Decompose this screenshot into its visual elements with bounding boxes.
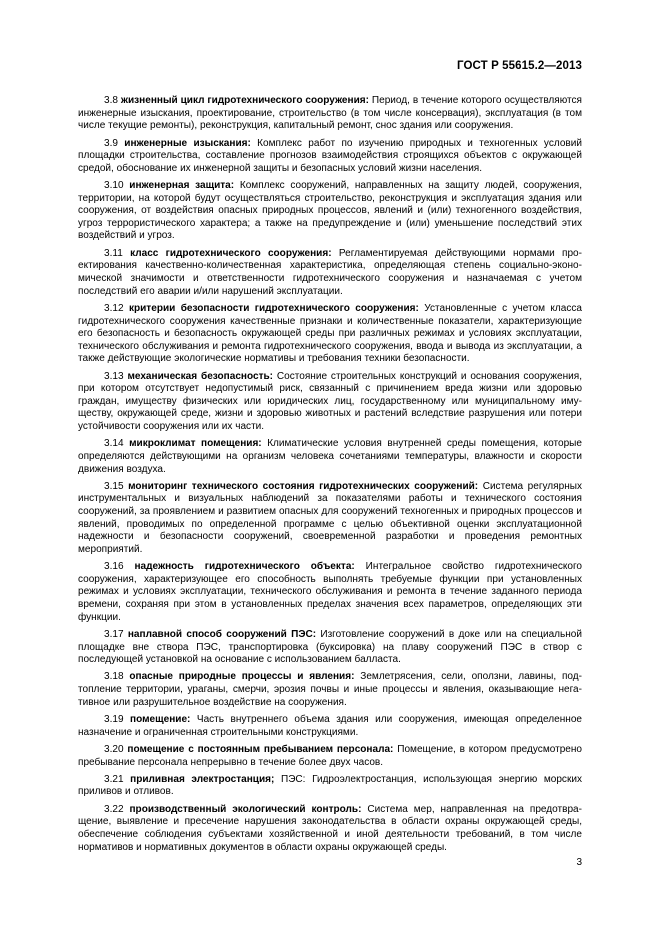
clause-number: 3.21 <box>104 773 124 785</box>
clause-number: 3.10 <box>104 180 124 192</box>
clause-number: 3.17 <box>104 628 124 640</box>
clause-number: 3.15 <box>104 480 124 492</box>
definition-entry <box>78 671 582 709</box>
definition-entry <box>78 303 582 366</box>
clause-number: 3.11 <box>104 247 123 259</box>
definition-text: Часть внутреннего объема здания или сооружения, имеющая определенное назначение и ограниченная строительными конструкциями. <box>78 713 583 738</box>
definition-text: Интегральное свойство гидротехнического сооружения, характеризующее его способность выполнять требуемые функции при установленных режимах и условиях эксплуатации, технического обслуживания и ремонта в течение заданного периода времени, сохраняя при этом в установленных пределах значения всех параметров, определяющих эти функции. <box>78 561 582 623</box>
definition-entry <box>78 744 582 769</box>
clause-number: 3.18 <box>104 671 124 683</box>
definition-text: Климатические условия внутренней среды помещения, которые определяются действующими на организм человека сочетаниями температуры, влажности и скорости движения воздуха. <box>78 438 582 475</box>
definition-text: Комплекс сооружений, направленных на защиту людей, сооружения, территории, на которой будут осуществляться строительство, реконструкция и эксплуатация здания или сооружения, от воздействия опасных природных процессов, явлений и (или) техногенного воздействия, угроз террористического характера; а также на предупреждение и (или) уменьшение последствий этих воздействий и угроз. <box>78 180 583 242</box>
definition-text: Помещение, в котором предусмотрено пребывание персонала непрерывно в течение более двух часов. <box>78 743 583 768</box>
defined-term: инженерная защита: <box>129 180 235 192</box>
clause-number: 3.22 <box>104 803 124 815</box>
definition-entry <box>78 95 582 133</box>
definition-text: ПЭС: Гидроэлектростанция, использующая энергию морских приливов и отливов. <box>78 773 582 798</box>
definition-entry <box>78 714 582 739</box>
definition-text: Изготовление сооружений в доке или на специальной площадке вне створа ПЭС, транспортировка (буксировка) на плаву сооружений ПЭС в створ с последующей установкой на основание с использованием балласта. <box>78 628 583 666</box>
definition-text: Регламентируемая действующими нормами проектирования качественно-количественная характеристика, определяющая степень социально-экономической значимости и ответственности гидротехнического сооружения и назначаемая с учетом последствий его аварии и/или нарушений эксплуатации. <box>78 247 582 297</box>
definitions-section <box>78 95 582 859</box>
defined-term: помещение: <box>130 713 191 725</box>
defined-term: инженерные изыскания: <box>124 137 251 149</box>
definition-text: Период, в течение которого осуществляются инженерные изыскания, проектирование, строительство (в том числе консервация), эксплуатация (в том числе текущие ремонты), реконструкция, капитальный ремонт, снос здания или сооружения. <box>78 95 583 132</box>
clause-number: 3.9 <box>104 137 118 149</box>
defined-term: мониторинг технического состояния гидротехнических сооружений: <box>128 480 479 492</box>
clause-number: 3.8 <box>104 95 118 106</box>
page-number: 3 <box>576 857 582 868</box>
definition-text: Комплекс работ по изучению природных и техногенных условий площадки строительства, составление прогнозов взаимодействия строящихся объектов с окружающей средой, обоснование их инженерной защиты и безопасных условий жизни населения. <box>78 137 582 174</box>
definition-entry <box>78 180 582 243</box>
defined-term: помещение с постоянным пребыванием персонала: <box>127 743 394 755</box>
defined-term: жизненный цикл гидротехнического сооружения: <box>120 95 369 106</box>
clause-number: 3.12 <box>104 302 124 314</box>
defined-term: надежность гидротехнического объекта: <box>134 561 355 573</box>
clause-number: 3.14 <box>104 438 124 450</box>
standard-designation: ГОСТ Р 55615.2—2013 <box>457 60 582 72</box>
definition-entry <box>78 138 582 176</box>
definition-entry <box>78 438 582 476</box>
defined-term: наплавной способ сооружений ПЭС: <box>127 628 317 640</box>
clause-number: 3.20 <box>104 743 124 755</box>
definition-entry <box>78 371 582 434</box>
definition-entry <box>78 629 582 667</box>
defined-term: механическая безопасность: <box>127 370 274 382</box>
defined-term: опасные природные процессы и явления: <box>129 671 355 683</box>
defined-term: приливная электростанция; <box>130 773 275 785</box>
definition-text: Система регулярных инструментальных и визуальных наблюдений за показателями работы и технического состояния сооружений, за проявлением и развитием опасных для сооружений техногенных и природных процессов и явлений, проводимых по определенной программе с целью объективной оценки эксплуатационной надежности и безопасности сооружений, своевременной разработки и проведения ремонтных мероприятий. <box>78 480 582 555</box>
clause-number: 3.13 <box>104 370 124 382</box>
definition-entry <box>78 561 582 624</box>
defined-term: производственный экологический контроль: <box>129 803 362 815</box>
definition-text: Состояние строительных конструкций и основания сооружения, при котором отсутствует недопустимый риск, связанный с причинением вреда жизни или здоровью граждан, имуществу физических или юридических лиц, государственному или муниципальному имуществу, окружающей среде, жизни и здоровью животных и растений вследствие разрушения или потери устойчивости сооружения или их части. <box>78 370 583 432</box>
definition-entry <box>78 481 582 557</box>
definition-text: Установленные с учетом класса гидротехнического сооружения качественные признаки и количественные показатели, характеризующие его безопасность и безопасность окружающей среды при различных режимах и условиях эксплуатации, технического обслуживания и ремонта гидротехнического сооружения, ввода и вывода из эксплуатации, а также действующие экологические нормативы и требования техники безопасности. <box>78 302 582 365</box>
defined-term: микроклимат помещения: <box>129 438 262 450</box>
definition-entry <box>78 804 582 854</box>
document-header <box>457 60 582 72</box>
defined-term: критерии безопасности гидротехнического сооружения: <box>128 302 419 314</box>
clause-number: 3.16 <box>104 561 124 573</box>
defined-term: класс гидротехнического сооружения: <box>130 247 332 259</box>
definition-text: Система мер, направленная на предотвращение, выявление и пресечение нарушения законодательства в области охраны окружающей среды, обеспечение соблюдения субъектами хозяйственной и иной деятельности требований, в том числе нормативов и нормативных документов в области охраны окружающей среды. <box>78 803 583 853</box>
clause-number: 3.19 <box>104 713 124 725</box>
definition-text: Землетрясения, сели, оползни, лавины, подтопление территории, ураганы, смерчи, эрозия почвы и иные процессы и явления, оказывающие негативное или разрушительное воздействие на сооружения. <box>78 671 583 708</box>
definition-entry <box>78 774 582 799</box>
definition-entry <box>78 248 582 298</box>
